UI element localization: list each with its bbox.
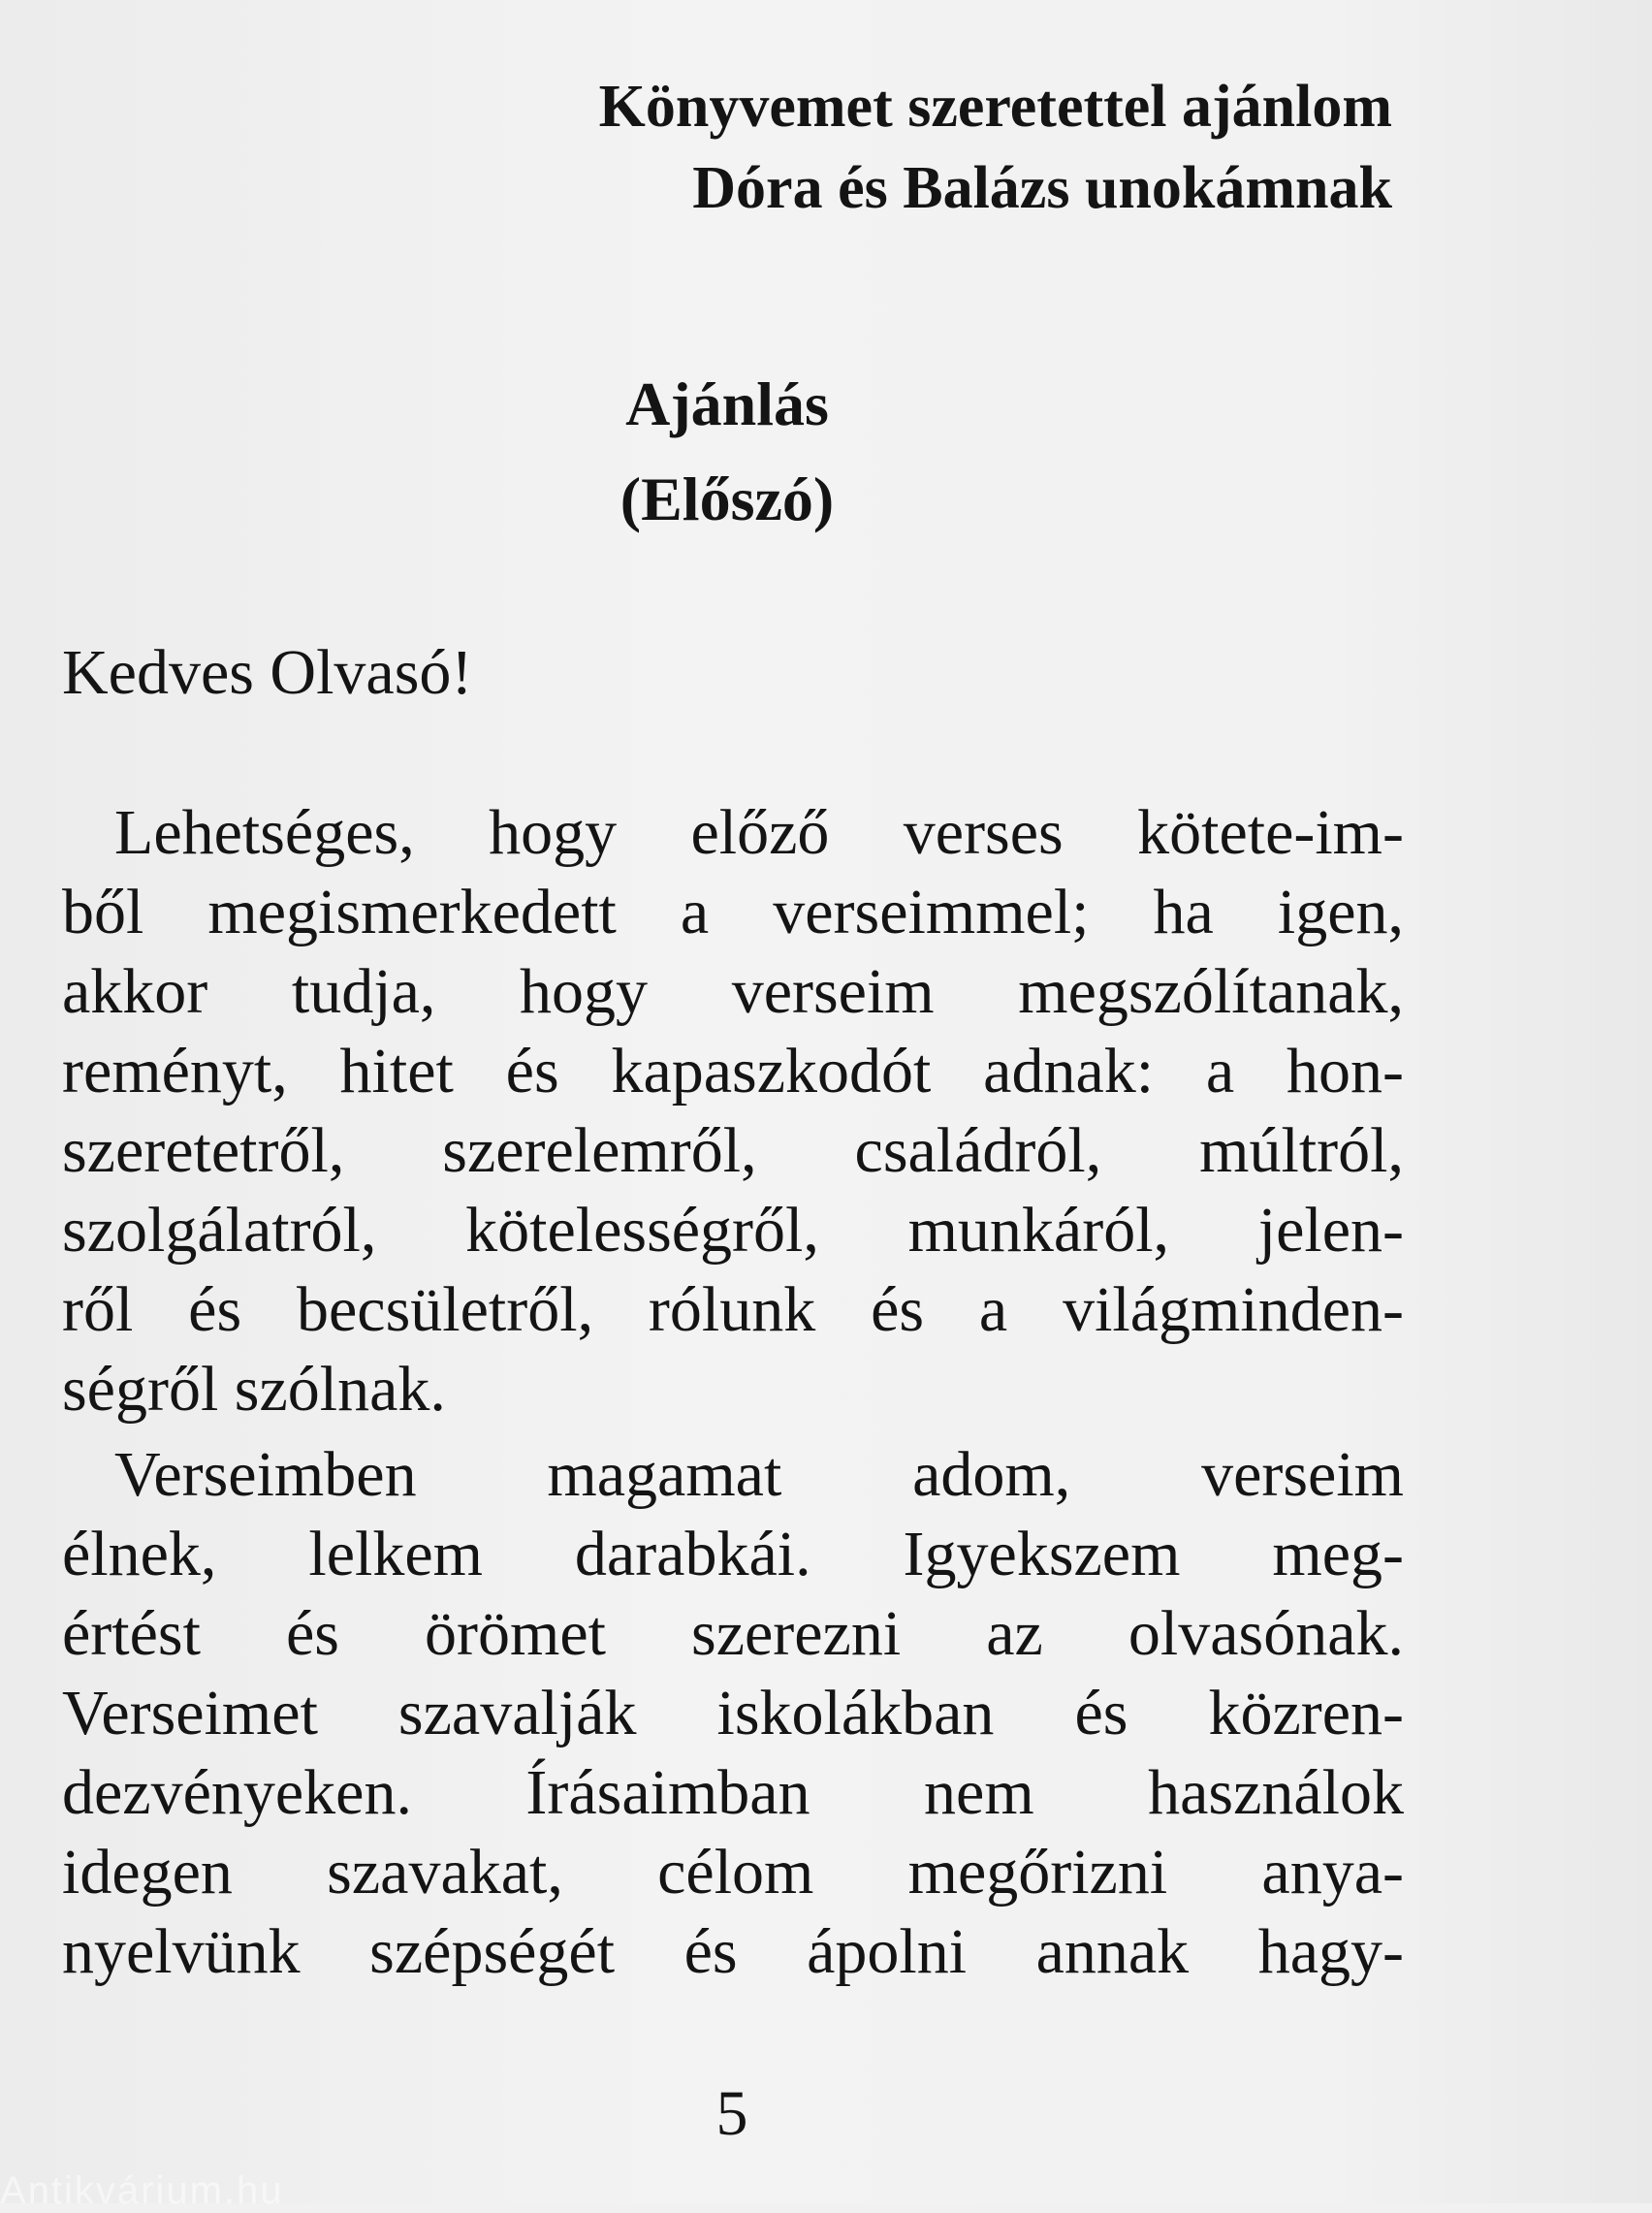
text-line: nyelvünk szépségét és ápolni annak hagy-	[62, 1916, 1404, 1987]
text-line: élnek, lelkem darabkái. Igyekszem meg-	[62, 1519, 1404, 1589]
section-title: Ajánlás	[625, 369, 829, 438]
text-line: Verseimben magamat adom, verseim	[114, 1439, 1404, 1510]
dedication	[326, 66, 1392, 229]
section-subtitle: (Előszó)	[620, 465, 835, 533]
paragraph-2	[62, 1435, 1404, 1992]
page-number: 5	[715, 2078, 748, 2149]
dedication-line: Dóra és Balázs unokámnak	[692, 155, 1392, 221]
text-line: szolgálatról, kötelességről, munkáról, jelen-	[62, 1195, 1404, 1266]
text-line: idegen szavakat, célom megőrizni anya-	[62, 1837, 1404, 1908]
text-line: dezvényeken. Írásaimban nem használok	[62, 1757, 1404, 1828]
text-line: szeretetről, szerelemről, családról, múltról,	[62, 1115, 1404, 1186]
text-line: értést és örömet szerezni az olvasónak.	[62, 1598, 1404, 1669]
text-line: Lehetséges, hogy előző verses kötete-im-	[114, 797, 1404, 868]
text-line: reményt, hitet és kapaszkodót adnak: a hon-	[62, 1036, 1404, 1106]
text-line: akkor tudja, hogy verseim megszólítanak,	[62, 956, 1404, 1027]
text-line: ről és becsületről, rólunk és a világminden-	[62, 1274, 1404, 1345]
watermark: Antikvárium.hu	[0, 2169, 284, 2212]
salutation: Kedves Olvasó!	[62, 637, 473, 708]
dedication-line: Könyvemet szeretettel ajánlom	[598, 74, 1392, 140]
text-line: Verseimet szavalják iskolákban és közren-	[62, 1678, 1404, 1748]
paragraph-1	[62, 793, 1404, 1429]
text-line: ből megismerkedett a verseimmel; ha igen,	[62, 877, 1404, 947]
text-line: ségről szólnak.	[62, 1354, 446, 1425]
